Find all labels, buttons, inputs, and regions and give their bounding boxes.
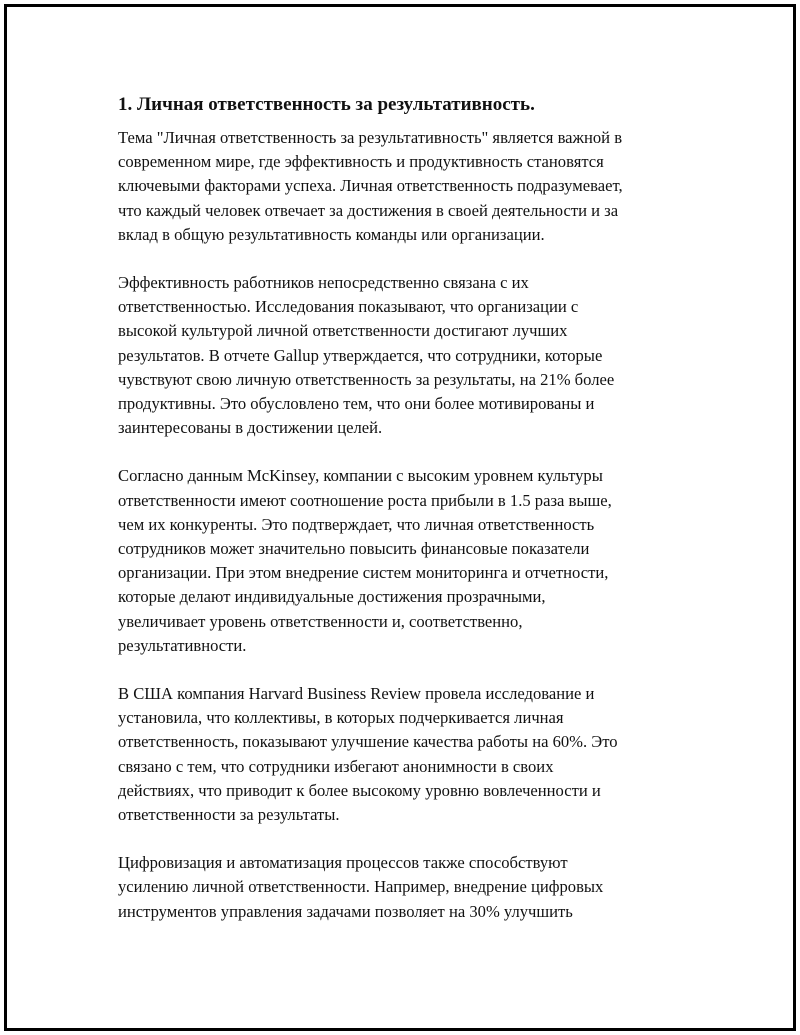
paragraph-2 — [118, 271, 693, 440]
paragraph-line: ответственность, показывают улучшение качества работы на 60%. Это — [118, 732, 618, 752]
paragraph-line: современном мире, где эффективность и продуктивность становятся — [118, 152, 604, 172]
paragraph-line: чем их конкуренты. Это подтверждает, что личная ответственность — [118, 514, 595, 534]
paragraph-line: ответственностью. Исследования показывают, что организации с — [118, 297, 579, 317]
paragraph-line: установила, что коллективы, в которых подчеркивается личная — [118, 708, 564, 728]
paragraph-line: чувствуют свою личную ответственность за результаты, на 21% более — [118, 369, 615, 389]
paragraph-4 — [118, 682, 693, 827]
paragraph-line: инструментов управления задачами позволяет на 30% улучшить — [118, 901, 573, 921]
paragraph-line: продуктивны. Это обусловлено тем, что они более мотивированы и — [118, 394, 595, 414]
paragraph-line: Тема "Личная ответственность за результативность" является важной в — [118, 128, 623, 147]
paragraph-3 — [118, 464, 693, 658]
paragraph-line: усилению личной ответственности. Например, внедрение цифровых — [118, 877, 604, 897]
paragraph-line: Цифровизация и автоматизация процессов также способствуют — [118, 853, 568, 873]
paragraph-line: увеличивает уровень ответственности и, соответственно, — [118, 611, 523, 631]
paragraph-line: что каждый человек отвечает за достижения в своей деятельности и за — [118, 200, 619, 220]
paragraph-line: ответственности имеют соотношение роста прибыли в 1.5 раза выше, — [118, 490, 612, 510]
document-body — [118, 92, 693, 948]
paragraph-5 — [118, 851, 693, 924]
paragraph-line: сотрудников может значительно повысить финансовые показатели — [118, 539, 590, 559]
paragraph-line: вклад в общую результативность команды или организации. — [118, 224, 545, 244]
paragraph-line: которые делают индивидуальные достижения прозрачными, — [118, 587, 546, 607]
paragraph-line: связано с тем, что сотрудники избегают анонимности в своих — [118, 756, 554, 776]
paragraph-line: организации. При этом внедрение систем мониторинга и отчетности, — [118, 563, 609, 583]
paragraph-line: В США компания Harvard Business Review провела исследование и — [118, 684, 595, 704]
paragraph-line: Эффективность работников непосредственно связана с их — [118, 273, 529, 293]
paragraph-line: Согласно данным McKinsey, компании с высоким уровнем культуры — [118, 466, 603, 486]
paragraph-line: заинтересованы в достижении целей. — [118, 418, 383, 438]
paragraph-line: результатов. В отчете Gallup утверждается, что сотрудники, которые — [118, 345, 603, 365]
paragraph-line: ответственности за результаты. — [118, 805, 340, 825]
paragraph-line: ключевыми факторами успеха. Личная ответственность подразумевает, — [118, 176, 623, 196]
paragraph-1 — [118, 126, 693, 247]
paragraph-line: результативности. — [118, 635, 247, 655]
paragraph-line: действиях, что приводит к более высокому уровню вовлеченности и — [118, 780, 601, 800]
paragraph-line: высокой культурой личной ответственности достигают лучших — [118, 321, 568, 341]
section-heading: 1. Личная ответственность за результативность. — [118, 94, 535, 115]
